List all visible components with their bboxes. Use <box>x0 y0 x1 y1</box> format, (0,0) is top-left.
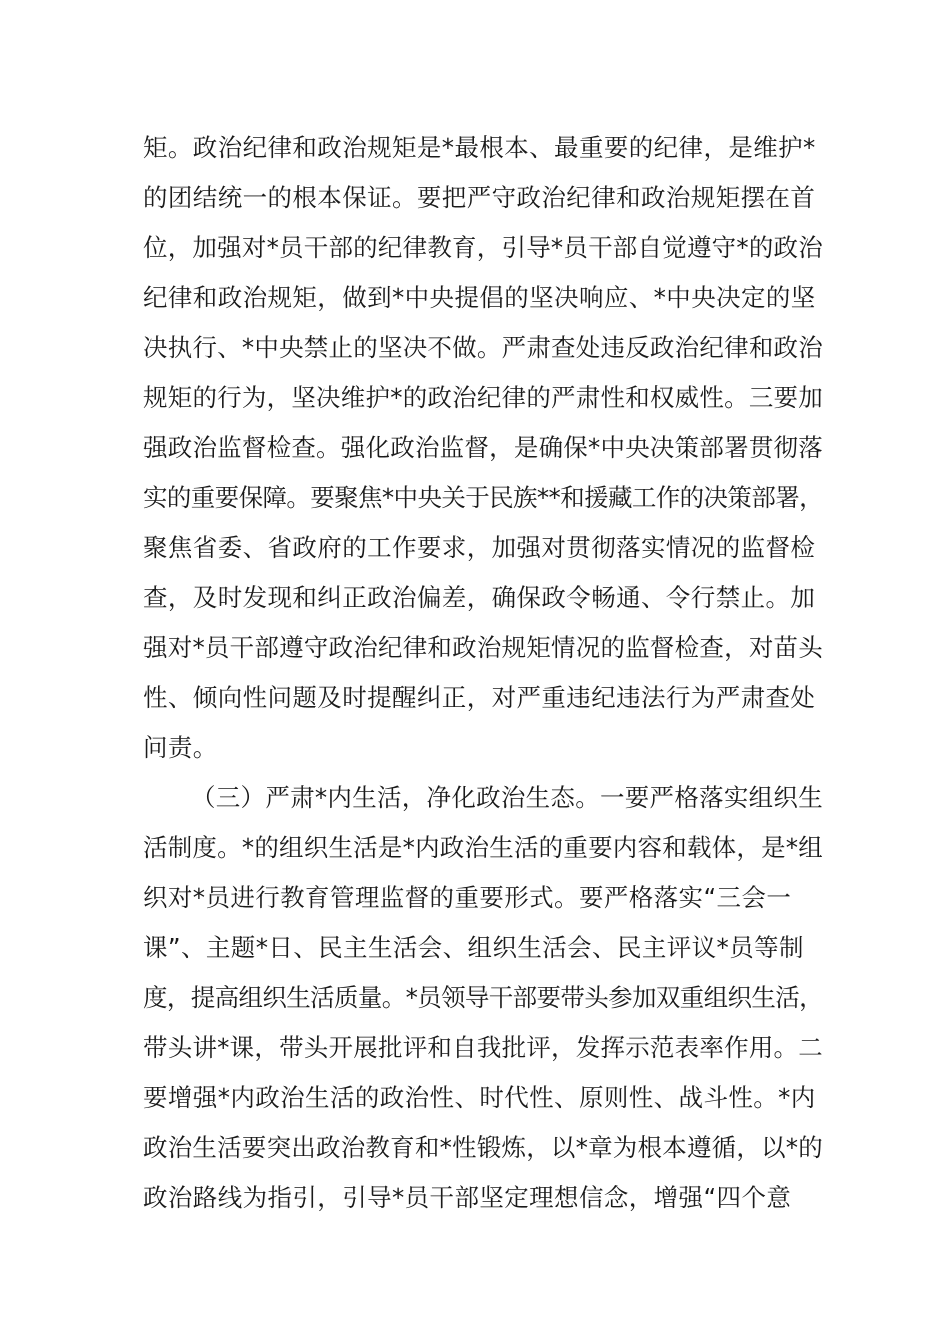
text-line: 查，及时发现和纠正政治偏差，确保政令畅通、令行禁止。加 <box>143 583 816 612</box>
text-line: 规矩的行为，坚决维护*的政治纪律的严肃性和权威性。三要加 <box>143 383 823 412</box>
text-line: 性、倾向性问题及时提醒纠正，对严重违纪违法行为严肃查处 <box>143 683 816 712</box>
section-heading-line: （三）严肃*内生活，净化政治生态。一要严格落实组织生 <box>191 783 823 812</box>
text-line: 实的重要保障。要聚焦*中央关于民族**和援藏工作的决策部署， <box>143 483 823 512</box>
text-line: 度，提高组织生活质量。*员领导干部要带头参加双重组织生活， <box>143 983 823 1012</box>
text-line: 聚焦省委、省政府的工作要求，加强对贯彻落实情况的监督检 <box>143 533 816 562</box>
text-line: 矩。政治纪律和政治规矩是*最根本、最重要的纪律，是维护* <box>143 133 816 162</box>
text-line: 课”、主题*日、民主生活会、组织生活会、民主评议*员等制 <box>143 933 804 962</box>
text-line: 强对*员干部遵守政治纪律和政治规矩情况的监督检查，对苗头 <box>143 633 823 662</box>
text-line: 带头讲*课，带头开展批评和自我批评，发挥示范表率作用。二 <box>143 1033 823 1062</box>
text-line: 织对*员进行教育管理监督的重要形式。要严格落实“三会一 <box>143 883 792 912</box>
text-line: 问责。 <box>143 733 218 762</box>
text-line: 的团结统一的根本保证。要把严守政治纪律和政治规矩摆在首 <box>143 183 816 212</box>
text-line: 政治生活要突出政治教育和*性锻炼，以*章为根本遵循，以*的 <box>143 1133 823 1162</box>
text-line: 要增强*内政治生活的政治性、时代性、原则性、战斗性。*内 <box>143 1083 816 1112</box>
text-line: 决执行、*中央禁止的坚决不做。严肃查处违反政治纪律和政治 <box>143 333 823 362</box>
text-line: 活制度。*的组织生活是*内政治生活的重要内容和载体，是*组 <box>143 833 823 862</box>
text-line: 位，加强对*员干部的纪律教育，引导*员干部自觉遵守*的政治 <box>143 233 823 262</box>
text-line: 强政治监督检查。强化政治监督，是确保*中央决策部署贯彻落 <box>143 433 823 462</box>
text-line: 政治路线为指引，引导*员干部坚定理想信念，增强“四个意 <box>143 1183 792 1212</box>
text-line: 纪律和政治规矩，做到*中央提倡的坚决响应、*中央决定的坚 <box>143 283 816 312</box>
